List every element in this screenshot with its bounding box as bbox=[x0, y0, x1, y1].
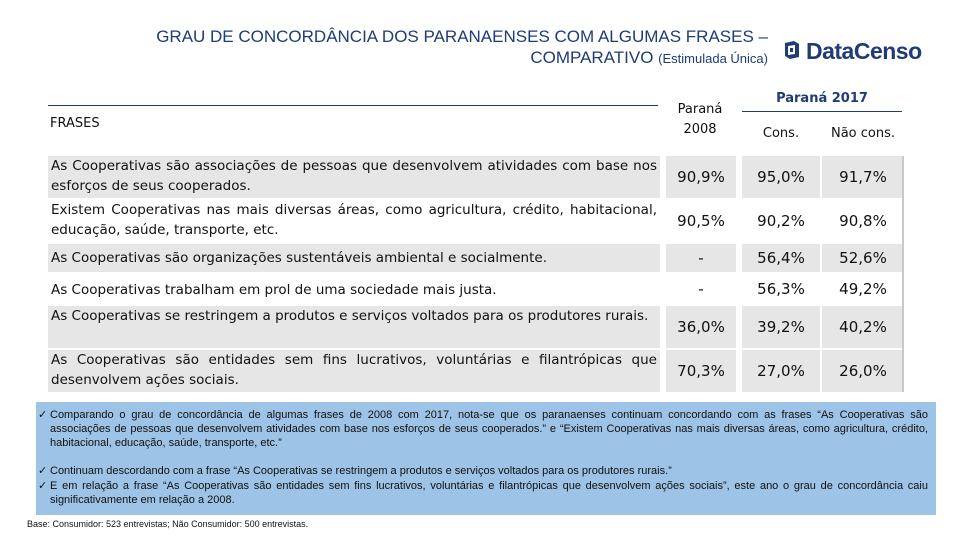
table-row-cons: 95,0% bbox=[742, 156, 820, 198]
note-item bbox=[38, 479, 928, 507]
table-row-pr2008: 90,9% bbox=[666, 156, 736, 198]
table-row-naocons: 90,8% bbox=[839, 212, 887, 230]
table-row-naocons: 49,2% bbox=[839, 280, 887, 298]
table-row-cons: 39,2% bbox=[742, 306, 820, 348]
col-header-nao-cons: Não cons. bbox=[830, 126, 896, 141]
table-row-pr2008: - bbox=[698, 280, 704, 298]
table-row-cons: 27,0% bbox=[742, 350, 820, 392]
table-row-pr2008: 90,5% bbox=[677, 212, 725, 230]
col-header-cons: Cons. bbox=[762, 126, 800, 141]
datacenso-logo bbox=[784, 36, 934, 66]
table-row-frase: Existem Cooperativas nas mais diversas áreas, como agricultura, crédito, habitacional, educação, saúde, transporte, etc. bbox=[51, 202, 657, 238]
logo-text: DataCenso bbox=[806, 38, 922, 64]
table-row-naocons: 52,6% bbox=[822, 244, 904, 272]
note-item bbox=[38, 464, 928, 478]
table-row-cons: 90,2% bbox=[757, 212, 805, 230]
col-header-parana-2008-l2: 2008 bbox=[683, 122, 717, 137]
note-text: E em relação a frase “As Cooperativas são entidades sem fins lucrativos, voluntárias e filantrópicas que desenvolvem ações sociais”, este ano o grau de concordância caiu significativamente em relação a 2008. bbox=[50, 480, 928, 506]
table-row-pr2008: - bbox=[666, 244, 736, 272]
col-header-frases: FRASES bbox=[48, 105, 658, 155]
table-row-cons: 56,3% bbox=[757, 280, 805, 298]
table-row-frase: As Cooperativas trabalham em prol de uma sociedade mais justa. bbox=[51, 282, 497, 298]
col-header-parana-2017: Paraná 2017 bbox=[742, 86, 902, 112]
notes-box bbox=[36, 402, 936, 515]
note-text: Comparando o grau de concordância de algumas frases de 2008 com 2017, nota-se que os paranaenses continuam concordando com as frases “As Cooperativas são associações de pessoas que desenvolvem atividades com base nos esforços de seus cooperados.” e “Existem Cooperativas nas mais diversas áreas, como agricultura, crédito, habitacional, educação, saúde, transporte, etc.” bbox=[50, 409, 928, 449]
checkmark-icon: ✓ bbox=[38, 480, 48, 492]
note-item bbox=[38, 408, 928, 450]
table-row-cons: 56,4% bbox=[742, 244, 820, 272]
title-comparativo: COMPARATIVO bbox=[530, 48, 654, 67]
table-row-pr2008: 70,3% bbox=[666, 350, 736, 392]
datacenso-logo-icon bbox=[784, 40, 800, 60]
note-text: Continuam descordando com a frase “As Cooperativas se restringem a produtos e serviços voltados para os produtores rurais.” bbox=[50, 465, 672, 477]
table-row-pr2008: 36,0% bbox=[666, 306, 736, 348]
table-row-frase: As Cooperativas se restringem a produtos e serviços voltados para os produtores rurais. bbox=[48, 306, 660, 348]
table-row-frase: As Cooperativas são organizações sustentáveis ambiental e socialmente. bbox=[48, 244, 660, 272]
title-subtitle: (Estimulada Única) bbox=[658, 51, 768, 66]
title-line-2 bbox=[110, 47, 768, 69]
col-header-parana-2008 bbox=[666, 92, 734, 155]
checkmark-icon: ✓ bbox=[38, 409, 48, 421]
table-right-edge bbox=[902, 156, 904, 392]
title-line-1: GRAU DE CONCORDÂNCIA DOS PARANAENSES COM ALGUMAS FRASES – bbox=[156, 27, 768, 46]
table-row-naocons: 26,0% bbox=[822, 350, 904, 392]
table-row-naocons: 40,2% bbox=[822, 306, 904, 348]
table-row-frase: As Cooperativas são entidades sem fins lucrativos, voluntárias e filantrópicas que desenvolvem ações sociais. bbox=[48, 350, 660, 392]
table-row-naocons: 91,7% bbox=[822, 156, 904, 198]
base-footnote: Base: Consumidor: 523 entrevistas; Não Consumidor: 500 entrevistas. bbox=[27, 519, 309, 529]
table-row-frase: As Cooperativas são associações de pessoas que desenvolvem atividades com base nos esforços de seus cooperados. bbox=[48, 156, 660, 198]
page-title bbox=[110, 26, 768, 69]
col-header-parana-2008-l1: Paraná bbox=[677, 102, 723, 117]
checkmark-icon: ✓ bbox=[38, 465, 48, 477]
